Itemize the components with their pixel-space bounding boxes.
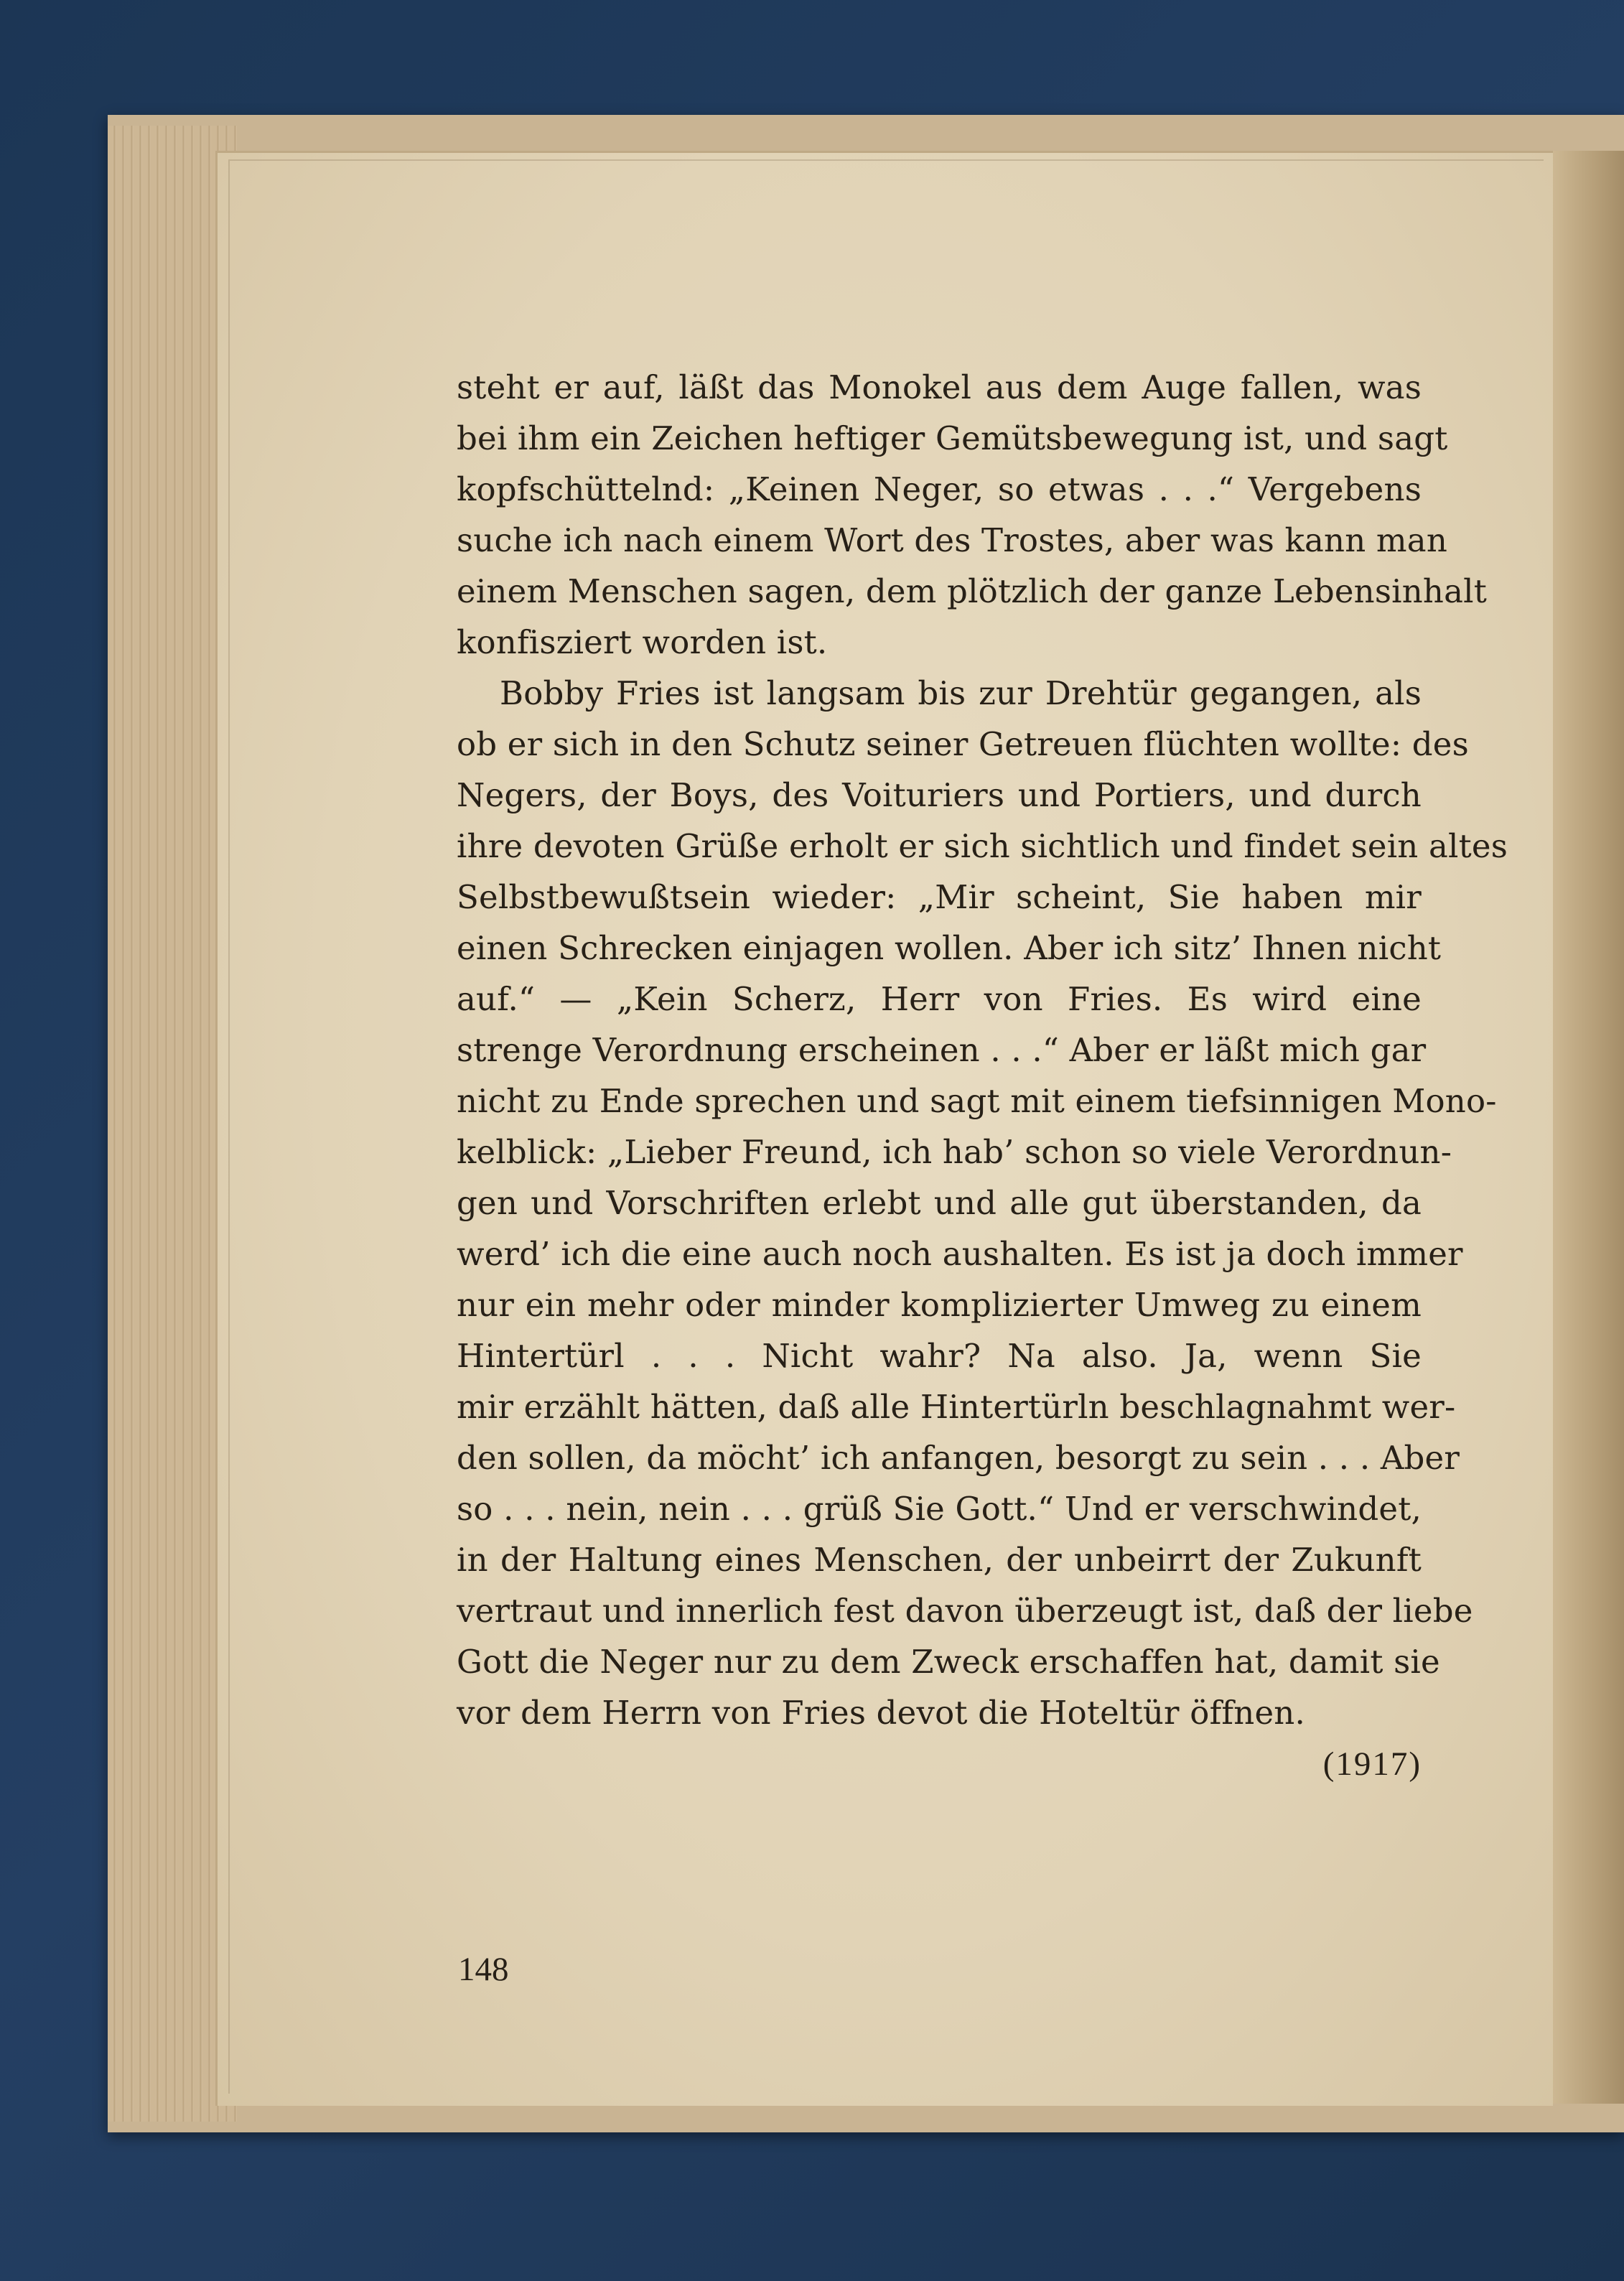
text-line: steht er auf, läßt das Monokel aus dem Auge fallen, was [457,368,1422,406]
text-line: suche ich nach einem Wort des Trostes, aber was kann man [457,521,1448,559]
year-note: (1917) [1322,1745,1422,1783]
text-line: Hintertürl . . . Nicht wahr? Na also. Ja, wenn Sie [457,1337,1422,1375]
text-line: bei ihm ein Zeichen heftiger Gemütsbewegung ist, und sagt [457,419,1448,457]
body-text [457,362,1508,1738]
text-line: werd’ ich die eine auch noch aushalten. Es ist ja doch immer [457,1235,1463,1273]
text-line: kopfschüttelnd: „Keinen Neger, so etwas . . .“ Vergebens [457,470,1422,508]
text-line: in der Haltung eines Menschen, der unbeirrt der Zukunft [457,1541,1422,1579]
text-line: auf.“ — „Kein Scherz, Herr von Fries. Es wird eine [457,980,1422,1018]
text-line: Negers, der Boys, des Voituriers und Portiers, und durch [457,776,1422,814]
text-line: Selbstbewußtsein wieder: „Mir scheint, Sie haben mir [457,878,1422,916]
text-line: vertraut und innerlich fest davon überzeugt ist, daß der liebe [457,1592,1473,1630]
text-line: so . . . nein, nein . . . grüß Sie Gott.“ Und er verschwindet, [457,1490,1422,1528]
text-line: nur ein mehr oder minder komplizierter Umweg zu einem [457,1286,1422,1324]
text-line: gen und Vorschriften erlebt und alle gut überstanden, da [457,1184,1422,1222]
text-line: einem Menschen sagen, dem plötzlich der ganze Lebensinhalt [457,572,1488,610]
text-line: konfisziert worden ist. [457,623,828,661]
text-line: ob er sich in den Schutz seiner Getreuen flüchten wollte: des [457,725,1469,763]
text-line: mir erzählt hätten, daß alle Hintertürln beschlagnahmt wer- [457,1388,1456,1426]
text-line: strenge Verordnung erscheinen . . .“ Aber er läßt mich gar [457,1031,1427,1069]
text-line: ihre devoten Grüße erholt er sich sichtlich und findet sein altes [457,827,1508,865]
page-number: 148 [458,1951,509,1988]
text-line: nicht zu Ende sprechen und sagt mit einem tiefsinnigen Mono- [457,1082,1497,1120]
text-line: vor dem Herrn von Fries devot die Hoteltür öffnen. [457,1694,1305,1732]
text-line: einen Schrecken einjagen wollen. Aber ich sitz’ Ihnen nicht [457,929,1442,967]
text-line: Bobby Fries ist langsam bis zur Drehtür gegangen, als [500,674,1422,712]
text-line: den sollen, da möcht’ ich anfangen, besorgt zu sein . . . Aber [457,1439,1460,1477]
book-gutter [1552,151,1624,2104]
text-line: Gott die Neger nur zu dem Zweck erschaffen hat, damit sie [457,1643,1440,1681]
text-line: kelblick: „Lieber Freund, ich hab’ schon so viele Verordnun- [457,1133,1452,1171]
